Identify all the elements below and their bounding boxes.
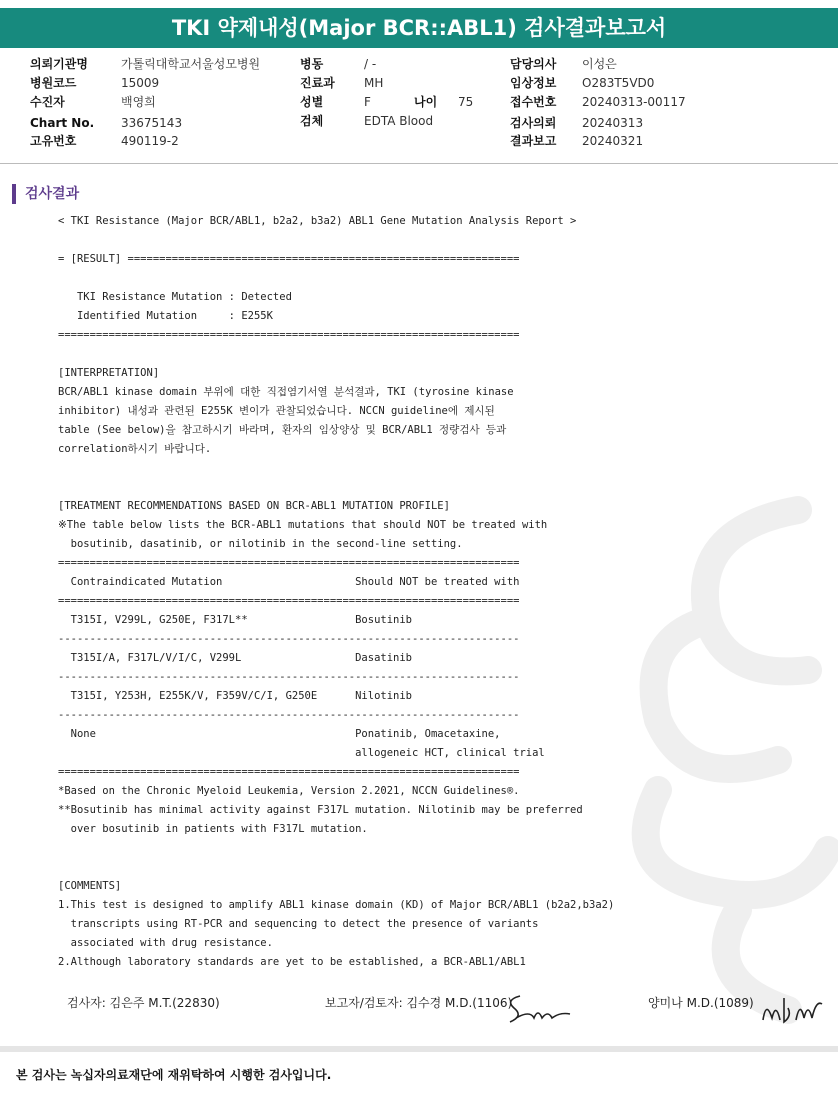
chart-no-label: Chart No. <box>30 116 95 130</box>
sex-label: 성별 <box>300 95 324 109</box>
hospital-label: 의뢰기관명 <box>30 57 88 71</box>
age-value: 75 <box>458 95 474 109</box>
footer-divider <box>0 1046 838 1052</box>
ward-label: 병동 <box>300 57 324 71</box>
age-label: 나이 <box>414 95 438 109</box>
department-value: MH <box>364 76 384 90</box>
doctor-signature-image <box>758 990 828 1030</box>
reviewer-signature-image <box>500 988 575 1028</box>
section-title <box>12 184 79 204</box>
receipt-no-value: 20240313-00117 <box>582 95 686 109</box>
unique-id-value: 490119-2 <box>121 134 179 148</box>
chart-no-value: 33675143 <box>121 116 183 130</box>
specimen-label: 검체 <box>300 114 324 128</box>
request-date-value: 20240313 <box>582 116 644 130</box>
watermark-logo <box>598 470 838 1030</box>
report-title: TKI 약제내성(Major BCR::ABL1) 검사결과보고서 <box>171 16 667 40</box>
tester-signature-label: 검사자: 김은주 M.T.(22830) <box>67 996 220 1010</box>
patient-name-label: 수진자 <box>30 95 65 109</box>
unique-id-label: 고유번호 <box>30 134 77 148</box>
section-title-text: 검사결과 <box>25 186 80 202</box>
clinical-info-value: O283T5VD0 <box>582 76 655 90</box>
department-label: 진료과 <box>300 76 335 90</box>
reviewer-signature-label: 보고자/검토자: 김수경 M.D.(1106) <box>325 996 513 1010</box>
ward-value: / - <box>364 57 377 71</box>
report-date-label: 결과보고 <box>510 134 557 148</box>
doctor-label: 담당의사 <box>510 57 557 71</box>
hospital-value: 가톨릭대학교서울성모병원 <box>121 57 261 71</box>
report-title-bar <box>0 8 838 48</box>
clinical-info-label: 임상정보 <box>510 76 557 90</box>
request-date-label: 검사의뢰 <box>510 116 557 130</box>
hospital-code-label: 병원코드 <box>30 76 77 90</box>
specimen-value: EDTA Blood <box>364 114 434 128</box>
info-divider <box>0 163 838 164</box>
doctor-value: 이성은 <box>582 57 617 71</box>
patient-info-block <box>0 56 838 156</box>
sex-value: F <box>364 95 371 109</box>
report-body: < TKI Resistance (Major BCR/ABL1, b2a2, b3a2) ABL1 Gene Mutation Analysis Report > = [RESULT] ============================================================== TKI Resistance Mutation : Detected Identified Mutation : E255K ========================================================================= [INTERPRETATION] BCR/ABL1 kinase domain 부위에 대한 직접염기서열 분석결과, TKI (tyrosine kinase inhibitor) 내성과 관련된 E255K 변이가 관찰되었습니다. NCCN guideline에 제시된 table (See below)을 참고하시기 바라며, 환자의 임상양상 및 BCR/ABL1 정량검사 등과 correlation하시기 바랍니다. [TREATMENT RECOMMENDATIONS BASED ON BCR-ABL1 MUTATION PROFILE] ※The table below lists the BCR-ABL1 mutations that should NOT be treated with bosutinib, dasatinib, or nilotinib in the second-line setting. ========================================================================= Contraindicated Mutation Should NOT be treated with ========================================================================= T315I, V299L, G250E, F317L** Bosutinib ------------------------------------------------------------------------- T315I/A, F317L/V/I/C, V299L Dasatinib ------------------------------------------------------------------------- T315I, Y253H, E255K/V, F359V/C/I, G250E Nilotinib ------------------------------------------------------------------------- None Ponatinib, Omacetaxine, allogeneic HCT, clinical trial ========================================================================= *Based on the Chronic Myeloid Leukemia, Version 2.2021, NCCN Guidelines®. **Bosutinib has minimal activity against F317L mutation. Nilotinib may be preferred over bosutinib in patients with F317L mutation. [COMMENTS] 1.This test is designed to amplify ABL1 kinase domain (KD) of Major BCR/ABL1 (b2a2,b3a2) transcripts using RT-PCR and sequencing to detect the presence of variants associated with drug resistance. 2.Although laboratory standards are yet to be established, a BCR-ABL1/ABL1 <box>58 215 615 968</box>
patient-name-value: 백영희 <box>121 95 156 109</box>
footer-note <box>16 1066 331 1083</box>
footer-note-text: 본 검사는 녹십자의료재단에 재위탁하여 시행한 검사입니다. <box>16 1068 332 1082</box>
receipt-no-label: 접수번호 <box>510 95 557 109</box>
hospital-code-value: 15009 <box>121 76 160 90</box>
report-date-value: 20240321 <box>582 134 644 148</box>
doctor-signature-label: 양미나 M.D.(1089) <box>648 996 754 1010</box>
